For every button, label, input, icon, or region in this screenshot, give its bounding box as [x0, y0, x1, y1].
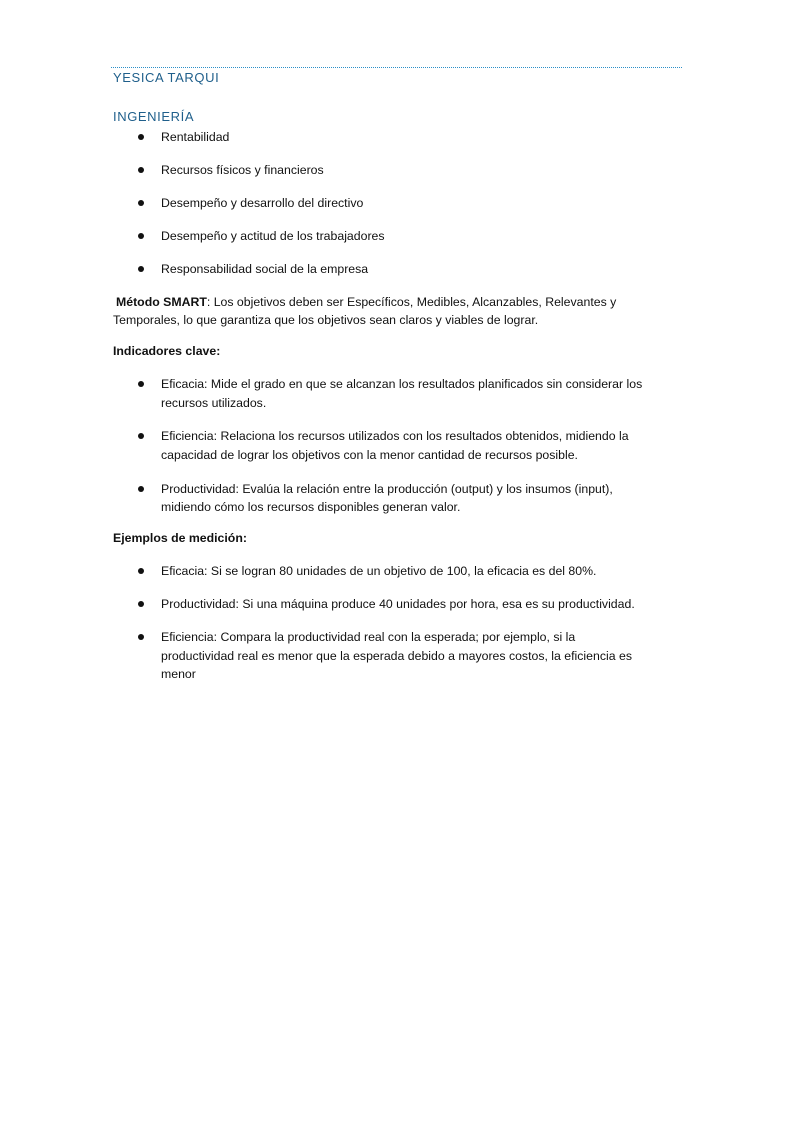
- list-item: Desempeño y desarrollo del directivo: [161, 196, 364, 210]
- bullet-icon: [138, 266, 144, 272]
- list-item-cont: midiendo cómo los recursos disponibles generan valor.: [161, 500, 461, 514]
- list-item-cont: menor: [161, 667, 196, 681]
- bullet-icon: [138, 634, 144, 640]
- bullet-icon: [138, 568, 144, 574]
- list-item: Rentabilidad: [161, 130, 230, 144]
- examples-heading: Ejemplos de medición:: [113, 531, 247, 545]
- author-name: YESICA TARQUI: [113, 70, 220, 85]
- bullet-icon: [138, 381, 144, 387]
- bullet-icon: [138, 486, 144, 492]
- bullet-icon: [138, 200, 144, 206]
- list-item: Eficiencia: Relaciona los recursos utilizados con los resultados obtenidos, midiendo la: [161, 429, 629, 443]
- list-item: Desempeño y actitud de los trabajadores: [161, 229, 385, 243]
- list-item: Recursos físicos y financieros: [161, 163, 324, 177]
- list-item-cont: recursos utilizados.: [161, 396, 267, 410]
- list-item: Responsabilidad social de la empresa: [161, 262, 369, 276]
- list-item: Eficacia: Mide el grado en que se alcanzan los resultados planificados sin considerar los: [161, 377, 643, 391]
- bullet-icon: [138, 601, 144, 607]
- bullet-icon: [138, 134, 144, 140]
- header-rule: [111, 67, 682, 68]
- indicators-heading: Indicadores clave:: [113, 344, 221, 358]
- list-item: Productividad: Si una máquina produce 40 unidades por hora, esa es su productividad.: [161, 597, 635, 611]
- list-item-cont: capacidad de lograr los objetivos con la menor cantidad de recursos posible.: [161, 448, 578, 462]
- bullet-icon: [138, 433, 144, 439]
- smart-text: : Los objetivos deben ser Específicos, Medibles, Alcanzables, Relevantes y: [206, 295, 617, 309]
- bullet-icon: [138, 167, 144, 173]
- list-item: Eficacia: Si se logran 80 unidades de un objetivo de 100, la eficacia es del 80%.: [161, 564, 597, 578]
- section-heading: INGENIERÍA: [113, 109, 195, 124]
- list-item: Eficiencia: Compara la productividad real con la esperada; por ejemplo, si la: [161, 630, 576, 644]
- list-item: Productividad: Evalúa la relación entre la producción (output) y los insumos (input),: [161, 482, 613, 496]
- list-item-cont: productividad real es menor que la esperada debido a mayores costos, la eficiencia es: [161, 649, 632, 663]
- smart-label: Método SMART: [116, 295, 207, 309]
- bullet-icon: [138, 233, 144, 239]
- smart-text: Temporales, lo que garantiza que los objetivos sean claros y viables de lograr.: [113, 313, 539, 327]
